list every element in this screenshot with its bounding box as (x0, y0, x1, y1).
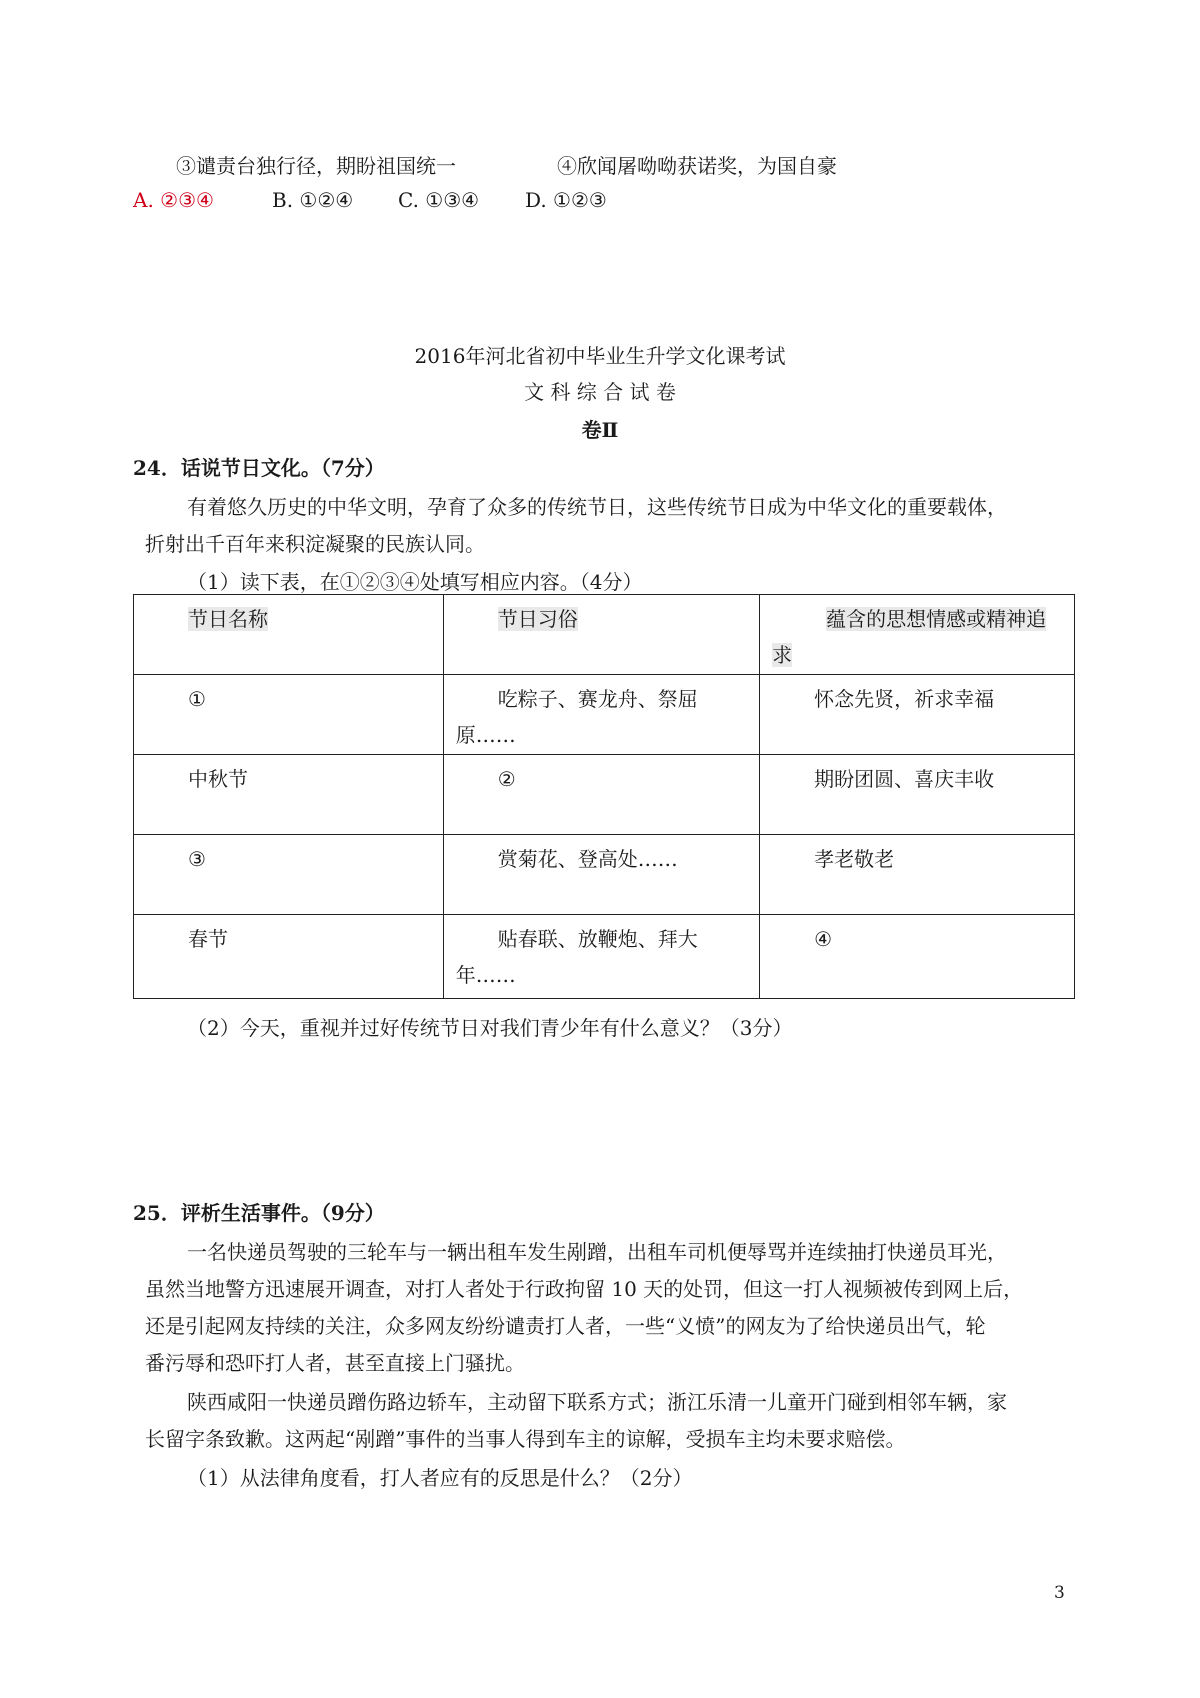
exam-subtitle: 文 科 综 合 试 卷 (524, 380, 676, 404)
q24-part-2: （2）今天，重视并过好传统节日对我们青少年有什么意义？（3分） (187, 1016, 793, 1040)
q24-part-1: （1）读下表，在①②③④处填写相应内容。（4分） (187, 570, 643, 594)
table-cell-spirit: ④ (814, 927, 833, 951)
q24-intro-line-2: 折射出千百年来积淀凝聚的民族认同。 (145, 532, 485, 556)
exam-title: 2016年河北省初中毕业生升学文化课考试 (414, 344, 786, 368)
q25-para1-line-2: 虽然当地警方迅速展开调查，对打人者处于行政拘留 10 天的处罚，但这一打人视频被传到网上后， (145, 1277, 1024, 1301)
exam-volume-label: 卷Ⅱ (581, 418, 619, 442)
page-number: 3 (1054, 1583, 1065, 1603)
q25-para2-line-1: 陕西咸阳一快递员蹭伤路边轿车，主动留下联系方式；浙江乐清一儿童开门碰到相邻车辆，家 (187, 1390, 1007, 1414)
table-cell-festival: ① (188, 687, 206, 711)
q23-option-a: A. ②③④ (133, 188, 214, 212)
table-row (134, 675, 1075, 755)
table-row (134, 915, 1075, 999)
table-cell-spirit: 期盼团圆、喜庆丰收 (814, 767, 995, 791)
table-cell-customs: ② (497, 767, 516, 791)
table-cell-customs: 贴春联、放鞭炮、拜大年…… (455, 927, 698, 987)
q23-option-d: D. ①②③ (525, 188, 607, 212)
table-cell-customs: 赏菊花、登高处…… (497, 847, 678, 871)
q23-item-3: ③谴责台独行径，期盼祖国统一 (176, 154, 456, 178)
table-cell-festival: 中秋节 (188, 767, 248, 791)
table-row (134, 835, 1075, 915)
q24-heading: 24．话说节日文化。（7分） (133, 456, 385, 480)
table-cell-customs: 吃粽子、赛龙舟、祭屈原…… (455, 687, 698, 747)
table-cell-spirit: 孝老敬老 (814, 847, 895, 871)
table-header-row (134, 595, 1075, 675)
q23-item-4: ④欣闻屠呦呦获诺奖，为国自豪 (557, 154, 837, 178)
q23-option-c: C. ①③④ (398, 188, 480, 212)
table-cell-festival: 春节 (188, 927, 228, 951)
table-cell-spirit: 怀念先贤，祈求幸福 (814, 687, 995, 711)
festival-table (133, 594, 1075, 999)
q25-part-1: （1）从法律角度看，打人者应有的反思是什么？（2分） (187, 1466, 693, 1490)
table-cell-festival: ③ (188, 847, 206, 871)
q25-heading: 25．评析生活事件。（9分） (133, 1201, 385, 1225)
table-row (134, 755, 1075, 835)
table-header-festival-name: 节日名称 (188, 607, 268, 631)
table-header-spirit: 蕴含的思想情感或精神追求 (772, 607, 1047, 667)
q23-option-b: B. ①②④ (272, 188, 354, 212)
q25-para1-line-4: 番污辱和恐吓打人者，甚至直接上门骚扰。 (145, 1351, 525, 1375)
q25-para1-line-1: 一名快递员驾驶的三轮车与一辆出租车发生剐蹭，出租车司机便辱骂并连续抽打快递员耳光， (187, 1240, 1007, 1264)
table-header-customs: 节日习俗 (497, 607, 578, 631)
q25-para1-line-3: 还是引起网友持续的关注，众多网友纷纷谴责打人者，一些“义愤”的网友为了给快递员出气，轮 (145, 1314, 986, 1338)
q25-para2-line-2: 长留字条致歉。这两起“剐蹭”事件的当事人得到车主的谅解，受损车主均未要求赔偿。 (145, 1427, 906, 1451)
q24-intro-line-1: 有着悠久历史的中华文明，孕育了众多的传统节日，这些传统节日成为中华文化的重要载体， (187, 495, 1007, 519)
